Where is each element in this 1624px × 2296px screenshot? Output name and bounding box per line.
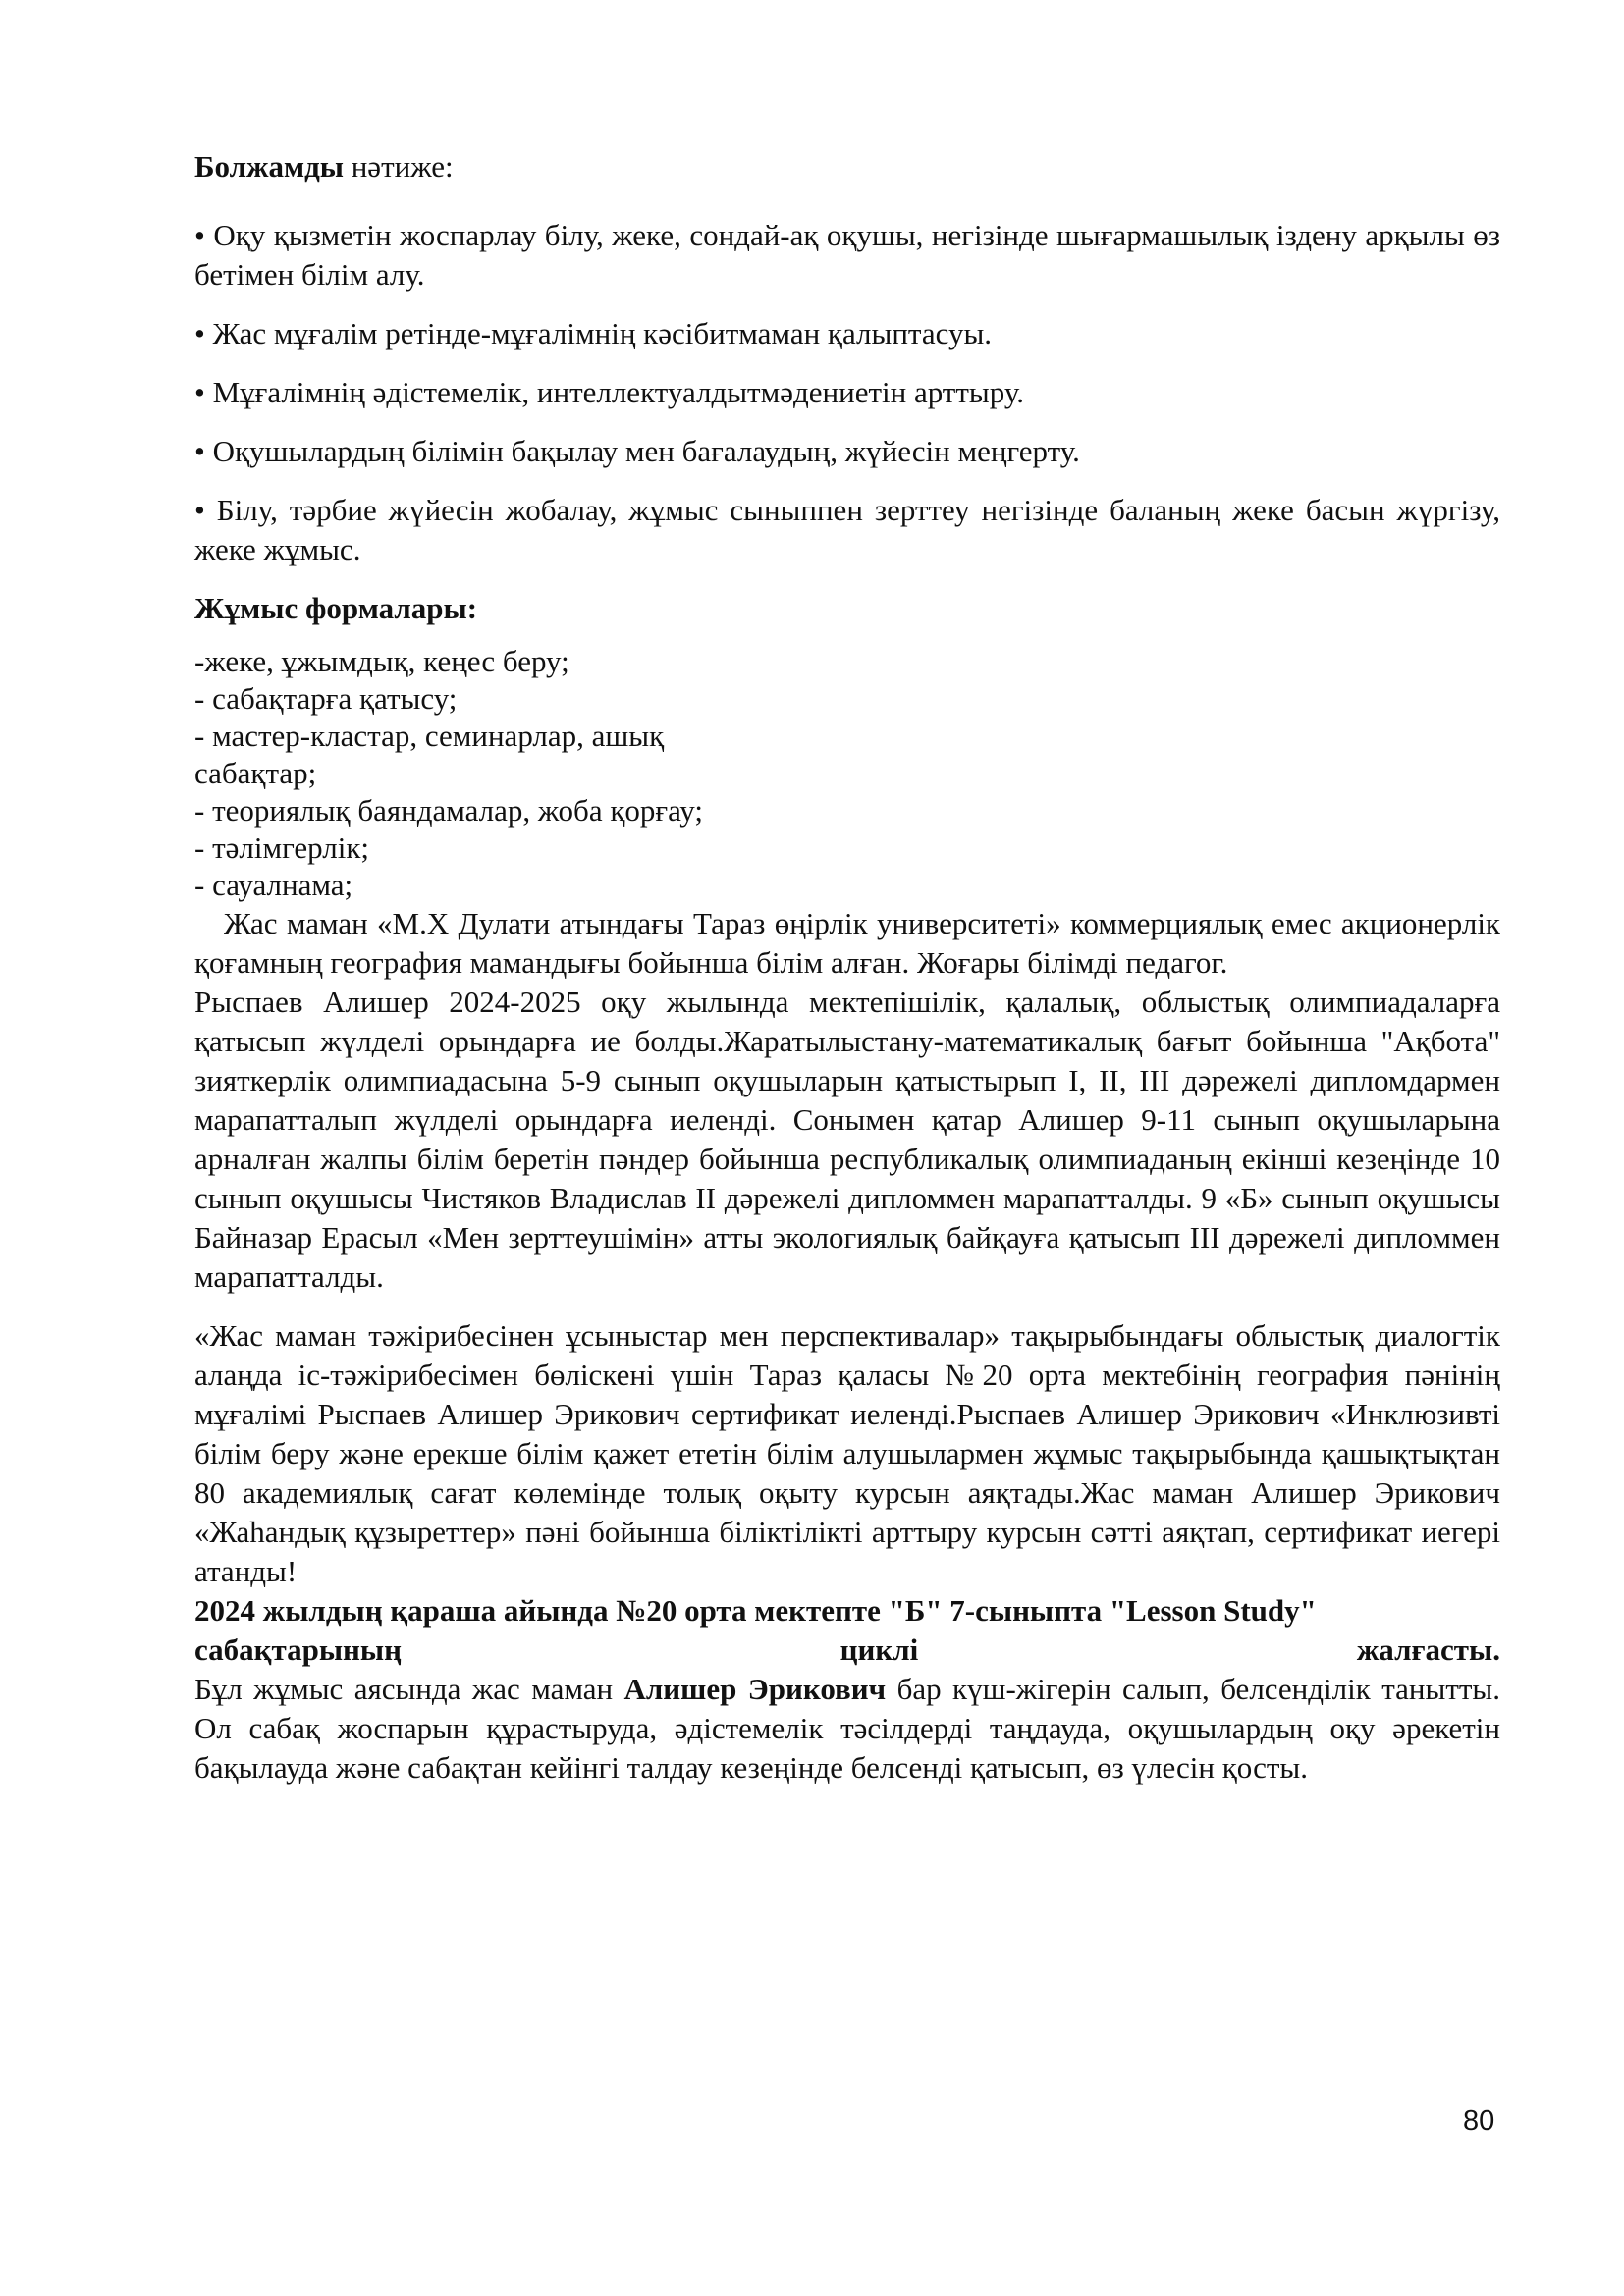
lesson-study-heading: 2024 жылдың қараша айында №20 орта мектепте "Б" 7-сыныпта "Lesson Study" [194, 1593, 1317, 1628]
heading-word: циклі [839, 1632, 919, 1667]
expected-results-heading [194, 147, 1500, 187]
bullet-item: • Мұғалімнің әдістемелік, интеллектуалдытмәдениетін арттыру. [194, 375, 1024, 409]
final-paragraph [194, 1670, 1500, 1788]
list-item: - теориялық баяндамалар, жоба қорғау; [194, 793, 704, 828]
final-text-end: бар күш-жігерін салып, белсенділік танытты. Ол сабақ жоспарын құрастыруда, әдістемелік тәсілдерді таңдауда, оқушылардың оқу әрекетін бақылауда және сабақтан кейінгі талдау кезеңінде белсенді қатысып, өз үлесін қосты. [194, 1672, 1500, 1785]
intro-paragraph: Жас маман «М.Х Дулати атындағы Тараз өңірлік университеті» коммерциялық емес акционерлік қоғамның география мамандығы бойынша білім алған. Жоғары білімді педагог. [194, 906, 1500, 980]
heading-bold-word: Болжамды [194, 149, 344, 184]
bullet-item: • Оқушылардың білімін бақылау мен бағалаудың, жүйесін меңгерту. [194, 434, 1080, 468]
list-item: - мастер-кластар, семинарлар, ашық [194, 719, 665, 753]
page-number: 80 [1463, 2106, 1495, 2137]
work-forms-list [194, 643, 1500, 904]
bullet-item: • Білу, тәрбие жүйесін жобалау, жұмыс сыныппен зерттеу негізінде баланың жеке басын жүргізу, жеке жұмыс. [194, 493, 1500, 566]
list-item: -жеке, ұжымдық, кеңес беру; [194, 644, 569, 678]
list-item: - сауалнама; [194, 868, 353, 902]
list-item: - сабақтарға қатысу; [194, 681, 458, 716]
dialogue-paragraph: «Жас маман тәжірибесінен ұсыныстар мен перспективалар» тақырыбындағы облыстық диалогтік алаңда іс-тәжірибесімен бөлiскенi үшiн Тараз қаласы №20 орта мектебінің география пәнінің мұғалімі Рыспаев Алишер Эрикович сертификат иеленді.Рыспаев Алишер Эрикович «Инклюзивті білім беру және ерекше білім қажет ететін білім алушылармен жұмыс тақырыбында қашықтықтан 80 академиялық сағат көлемінде толық оқыту курсын аяқтады.Жас маман Алишер Эрикович «Жаһандық құзыреттер» пәні бойынша біліктілікті арттыру курсын сәтті аяқтап, сертификат иегері атанды! [194, 1318, 1500, 1588]
final-text-start: Бұл жұмыс аясында жас маман [194, 1672, 624, 1706]
list-item: - тәлімгерлік; [194, 830, 369, 865]
lesson-study-heading-line2 [194, 1630, 1500, 1670]
heading-word: жалғасты. [1356, 1632, 1500, 1667]
teacher-name: Алишер Эрикович [623, 1672, 887, 1706]
bullet-item: • Жас мұғалім ретінде-мұғалімнің кәсібитмаман қалыптасуы. [194, 316, 993, 350]
heading-rest: нәтиже: [343, 149, 454, 184]
work-forms-heading: Жұмыс формалары: [194, 591, 478, 625]
document-page [194, 147, 1500, 1788]
heading-word: сабақтарының [194, 1632, 402, 1667]
olympiad-paragraph: Рыспаев Алишер 2024-2025 оқу жылында мектепішілік, қалалық, облыстық олимпиадаларға қатысып жүлделі орындарға ие болды.Жаратылыстану-математикалық бағыт бойынша "Ақбота" зияткерлік олимпиадасына 5-9 сынып оқушыларын қатыстырып I, II, III дәрежелі дипломдармен марапатталып жүлделі орындарға иеленді. Сонымен қатар Алишер 9-11 сынып оқушыларына арналған жалпы білім беретін пәндер бойынша республикалық олимпиаданың екінші кезеңінде 10 сынып оқушысы Чистяков Владислав II дәрежелі дипломмен марапатталды. 9 «Б» сынып оқушысы Байназар Ерасыл «Мен зерттеушімін» атты экологиялық байқауға қатысып III дәрежелі дипломмен марапатталды. [194, 985, 1500, 1294]
list-item: сабақтар; [194, 756, 317, 790]
bullet-item: • Оқу қызметін жоспарлау білу, жеке, сондай-ақ оқушы, негізінде шығармашылық іздену арқылы өз бетімен білім алу. [194, 218, 1500, 292]
